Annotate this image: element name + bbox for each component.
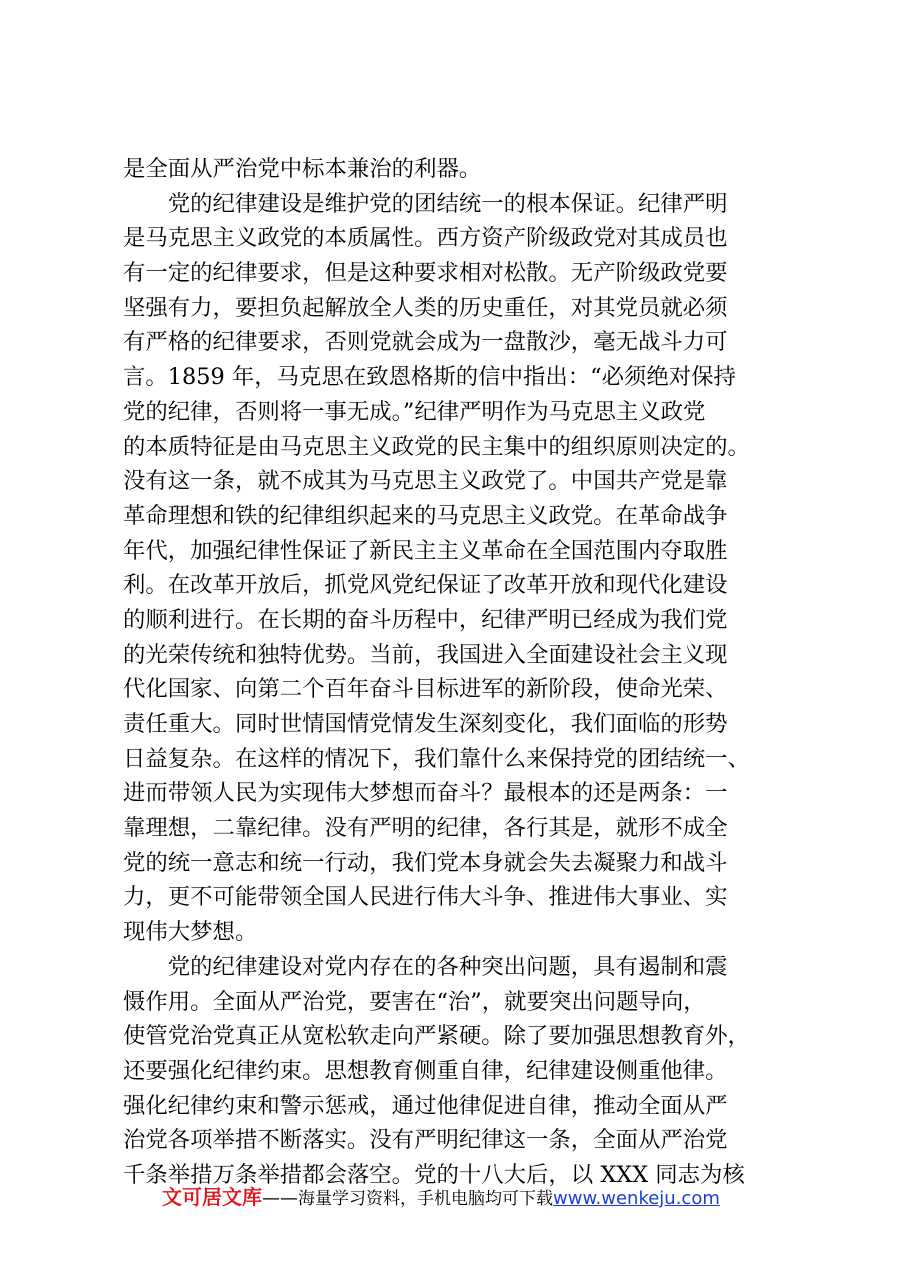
text-line: 年代，加强纪律性保证了新民主主义革命在全国范围内夺取胜 [123,537,728,564]
text-line: 坚强有力，要担负起解放全人类的历史重任，对其党员就必须 [123,294,728,321]
text-line: 有一定的纪律要求，但是这种要求相对松散。无产阶级政党要 [123,260,728,287]
text-line: 进而带领人民为实现伟大梦想而奋斗？最根本的还是两条：一 [123,780,728,807]
text-line: 慑作用。全面从严治党，要害在“治”，就要突出问题导向， [123,988,706,1015]
text-line: 是马克思主义政党的本质属性。西方资产阶级政党对其成员也 [123,225,728,252]
body-text [123,152,815,1193]
text-line: 党的纪律，否则将一事无成。”纪律严明作为马克思主义政党 [123,398,706,425]
text-line: 言。1859 年，马克思在致恩格斯的信中指出：“必须绝对保持 [123,364,736,391]
text-line: 靠理想，二靠纪律。没有严明的纪律，各行其是，就形不成全 [123,815,728,842]
text-line: 是全面从严治党中标本兼治的利器。 [123,156,482,182]
text-line: 的顺利进行。在长期的奋斗历程中，纪律严明已经成为我们党 [123,606,728,633]
footer-banner [162,1184,802,1210]
text-line: 还要强化纪律约束。思想教育侧重自律，纪律建设侧重他律。 [123,1057,728,1084]
footer-dash: —— [262,1188,298,1209]
text-line: 代化国家、向第二个百年奋斗目标进军的新阶段，使命光荣、 [123,676,728,703]
text-line: 革命理想和铁的纪律组织起来的马克思主义政党。在革命战争 [123,502,728,529]
footer-website-link[interactable]: www.wenkeju.com [553,1188,720,1209]
text-line: 的光荣传统和独特优势。当前，我国进入全面建设社会主义现 [123,641,728,668]
text-line: 有严格的纪律要求，否则党就会成为一盘散沙，毫无战斗力可 [123,329,728,356]
text-line: 党的统一意志和统一行动，我们党本身就会失去凝聚力和战斗 [123,849,728,876]
text-line: 的本质特征是由马克思主义政党的民主集中的组织原则决定的。 [123,433,750,460]
text-line: 责任重大。同时世情国情党情发生深刻变化，我们面临的形势 [123,711,728,737]
text-line: 利。在改革开放后，抓党风党纪保证了改革开放和现代化建设 [123,572,728,599]
footer-slogan: 海量学习资料，手机电脑均可下载 [298,1189,553,1209]
text-line: 没有这一条，就不成其为马克思主义政党了。中国共产党是靠 [123,468,728,495]
footer-brand: 文可居文库 [162,1185,262,1209]
text-line: 日益复杂。在这样的情况下，我们靠什么来保持党的团结统一、 [123,745,750,772]
text-line: 现伟大梦想。 [123,919,258,946]
text-line: 力，更不可能带领全国人民进行伟大斗争、推进伟大事业、实 [123,884,728,911]
text-line: 使管党治党真正从宽松软走向严紧硬。除了要加强思想教育外， [123,1023,750,1050]
text-line: 千条举措万条举措都会落空。党的十八大后，以 XXX 同志为核 [123,1161,745,1188]
text-line: 党的纪律建设是维护党的团结统一的根本保证。纪律严明 [123,190,728,217]
text-line: 强化纪律约束和警示惩戒，通过他律促进自律，推动全面从严 [123,1092,728,1119]
text-line: 党的纪律建设对党内存在的各种突出问题，具有遏制和震 [123,953,728,980]
text-line: 治党各项举措不断落实。没有严明纪律这一条，全面从严治党 [123,1127,728,1154]
